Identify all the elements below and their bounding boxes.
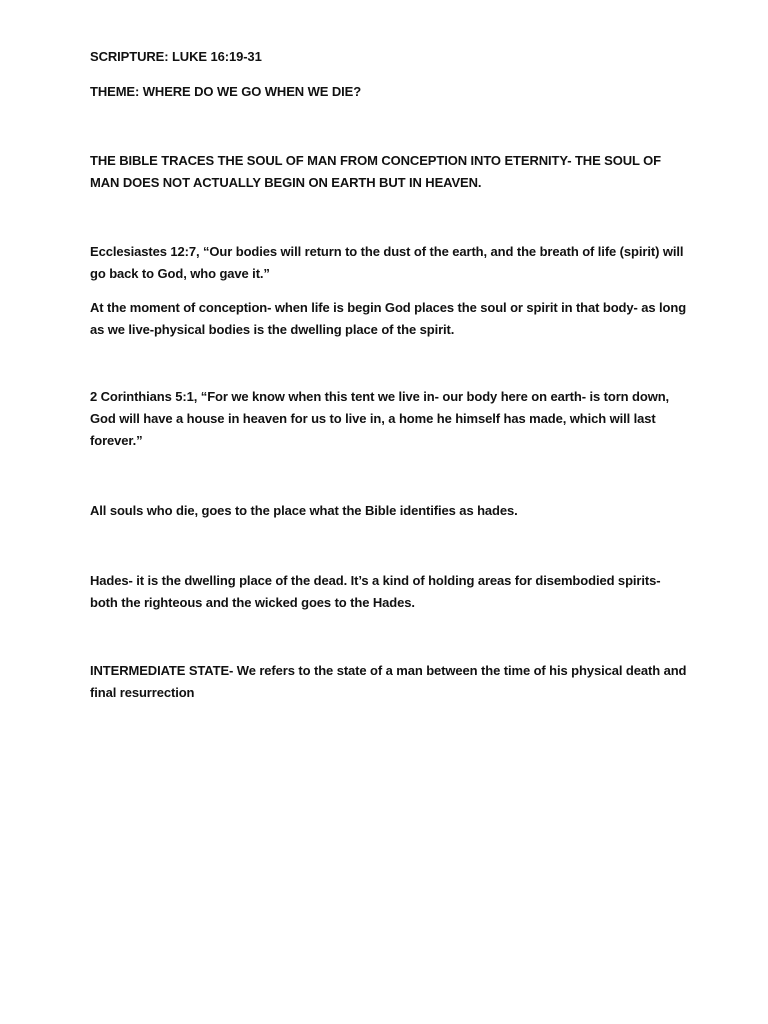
conception-paragraph: At the moment of conception- when life is begin God places the soul or spirit in that body- as long as we live-physical bodies is the dwelling place of the spirit. xyxy=(90,300,687,337)
corinthians-quote: 2 Corinthians 5:1, “For we know when this tent we live in- our body here on earth- is torn down, God will have a house in heaven for us to live in, a home he himself has made, which will last forever.” xyxy=(90,389,670,448)
intermediate-state-paragraph: INTERMEDIATE STATE- We refers to the state of a man between the time of his physical death and final resurrection xyxy=(90,663,687,700)
hades-paragraph: Hades- it is the dwelling place of the dead. It’s a kind of holding areas for disembodied spirits- both the righteous and the wicked goes to the Hades. xyxy=(90,573,661,610)
scripture-heading: SCRIPTURE: LUKE 16:19-31 xyxy=(90,49,262,64)
theme-heading: THEME: WHERE DO WE GO WHEN WE DIE? xyxy=(90,84,362,99)
ecclesiastes-quote: Ecclesiastes 12:7, “Our bodies will return to the dust of the earth, and the breath of life (spirit) will go back to God, who gave it.” xyxy=(90,244,684,281)
intro-paragraph: THE BIBLE TRACES THE SOUL OF MAN FROM CONCEPTION INTO ETERNITY- THE SOUL OF MAN DOES NOT ACTUALLY BEGIN ON EARTH BUT IN HEAVEN. xyxy=(90,153,662,190)
all-souls-paragraph: All souls who die, goes to the place what the Bible identifies as hades. xyxy=(90,503,518,518)
